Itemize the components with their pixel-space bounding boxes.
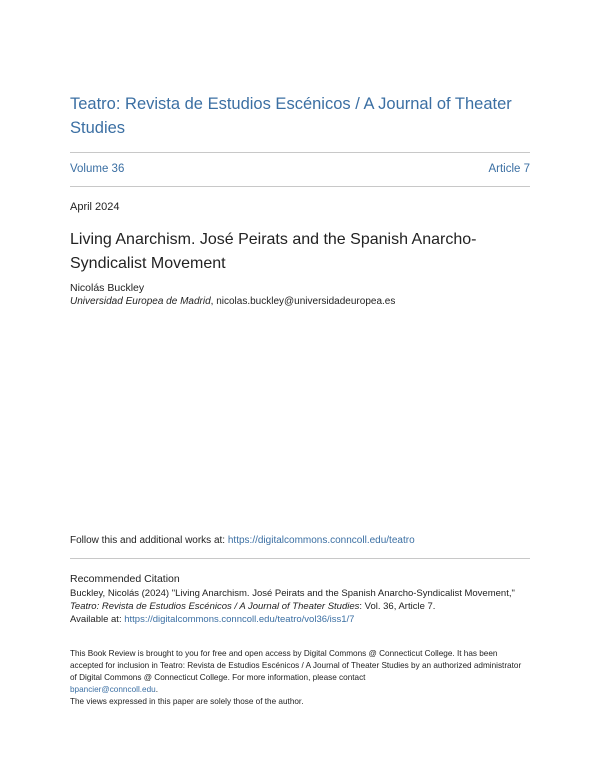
notice-text: This Book Review is brought to you for free and open access by Digital Commons @ Connecticut College. It has been accepted for inclusion in Teatro: Revista de Estudios Escénicos / A Journal of Theater Studies by an authorized administrator of Digital Commons @ Connecticut College. For more information, please contact — [70, 649, 522, 682]
author-name: Nicolás Buckley — [70, 282, 145, 294]
follow-line — [70, 535, 415, 546]
notice-suffix: . — [155, 685, 158, 694]
publication-date: April 2024 — [70, 201, 120, 213]
divider-bottom — [70, 558, 530, 559]
author-affiliation — [70, 296, 395, 307]
recommended-citation-heading: Recommended Citation — [70, 573, 180, 585]
citation-available-link[interactable]: https://digitalcommons.conncoll.edu/teatro/vol36/iss1/7 — [124, 614, 355, 625]
volume-row — [70, 163, 530, 175]
volume-link[interactable]: Volume 36 — [70, 163, 125, 175]
divider-top — [70, 152, 530, 153]
access-notice — [70, 648, 530, 708]
citation-available-label: Available at: — [70, 614, 125, 625]
citation-block — [70, 587, 530, 626]
citation-journal: Teatro: Revista de Estudios Escénicos / A Journal of Theater Studies — [70, 601, 360, 612]
follow-text: Follow this and additional works at: — [70, 535, 228, 546]
citation-line: Buckley, Nicolás (2024) "Living Anarchism. José Peirats and the Spanish Anarcho-Syndicalist Movement," — [70, 588, 515, 599]
divider-middle — [70, 186, 530, 187]
author-email: , nicolas.buckley@universidadeuropea.es — [210, 296, 396, 307]
author-institution: Universidad Europea de Madrid — [70, 296, 211, 307]
follow-link[interactable]: https://digitalcommons.conncoll.edu/teatro — [227, 535, 415, 546]
article-number-link[interactable]: Article 7 — [488, 163, 530, 175]
article-title: Living Anarchism. José Peirats and the Spanish Anarcho-Syndicalist Movement — [70, 231, 477, 272]
notice-paragraph — [70, 648, 530, 696]
contact-email-link[interactable]: bpancier@conncoll.edu — [70, 685, 156, 694]
notice-disclaimer: The views expressed in this paper are solely those of the author. — [70, 697, 304, 706]
journal-title[interactable]: Teatro: Revista de Estudios Escénicos / A Journal of Theater Studies — [70, 95, 512, 137]
citation-volume-info: : Vol. 36, Article 7. — [359, 601, 436, 612]
